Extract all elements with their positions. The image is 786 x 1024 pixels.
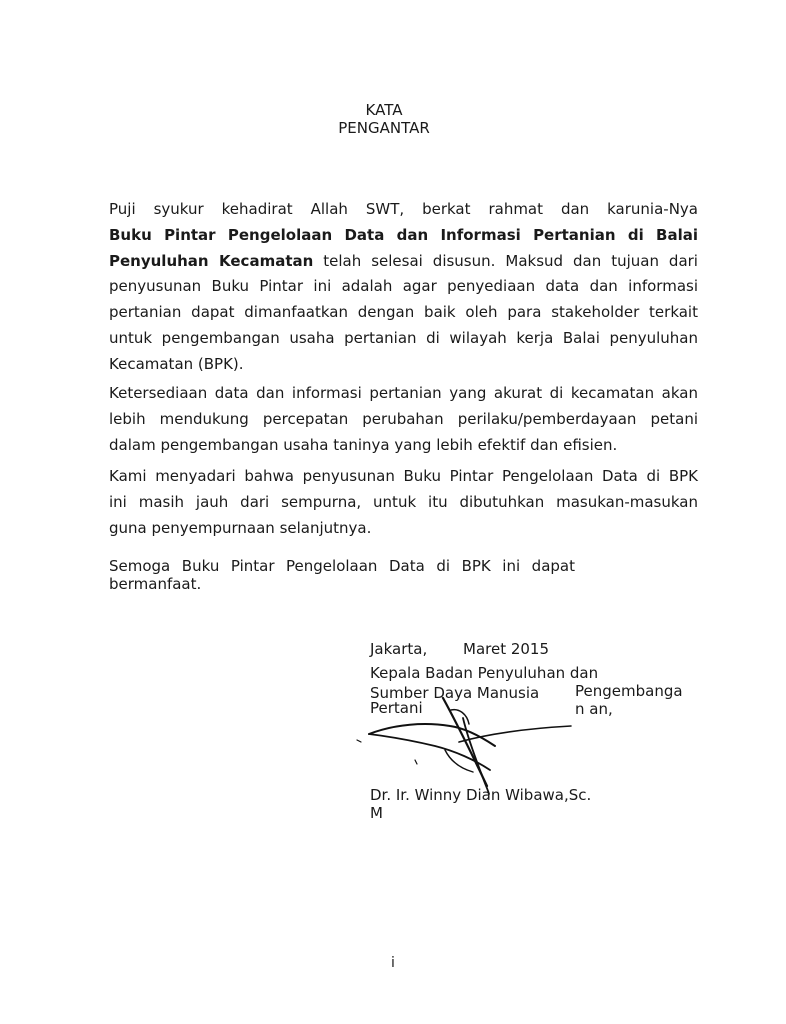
paragraph-acknowledgement: [109, 463, 698, 541]
paragraph-closing: [109, 557, 575, 593]
signatory-role-overflow-line1: Pengembanga: [575, 682, 683, 700]
handwritten-signature: [355, 690, 585, 800]
paragraph-line: Semoga Buku Pintar Pengelolaan Data di BPK ini dapat: [109, 557, 575, 575]
paragraph-line: guna penyempurnaan selanjutnya.: [109, 519, 372, 537]
page-number: i: [391, 955, 395, 971]
paragraph-line: untuk pengembangan usaha pertanian di wilayah kerja Balai penyuluhan: [109, 328, 698, 347]
paragraph-line: bermanfaat.: [109, 575, 202, 593]
document-title-line2: PENGANTAR: [338, 119, 430, 137]
signatory-role-line3: Pertani: [370, 699, 423, 717]
paragraph-line: penyusunan Buku Pintar ini adalah agar penyediaan data dan informasi: [109, 277, 698, 296]
paragraph-line: Ketersediaan data dan informasi pertanian yang akurat di kecamatan akan: [109, 384, 698, 402]
paragraph-line: ini masih jauh dari sempurna, untuk itu dibutuhkan masukan-masukan: [109, 493, 698, 511]
signature-city: Jakarta,: [370, 640, 428, 658]
paragraph-text: telah selesai disusun. Maksud dan tujuan dari: [313, 251, 698, 270]
paragraph-line: dalam pengembangan usaha taninya yang lebih efektif dan efisien.: [109, 436, 618, 454]
paragraph-line: lebih mendukung percepatan perubahan perilaku/pemberdayaan petani: [109, 410, 698, 428]
paragraph-availability: [109, 380, 698, 458]
signature-date: Maret 2015: [463, 640, 550, 658]
paragraph-line: Kecamatan (BPK).: [109, 354, 244, 373]
document-title-line1: KATA: [365, 101, 403, 119]
paragraph-line-bold: Buku Pintar Pengelolaan Data dan Informasi Pertanian di Balai: [109, 225, 698, 244]
signatory-role-overflow-line2: n an,: [575, 700, 613, 718]
signatory-name-cut: M: [370, 804, 383, 822]
signatory-role-overflow: [575, 682, 683, 718]
paragraph-line: [109, 249, 698, 275]
book-title-bold: Penyuluhan Kecamatan: [109, 251, 314, 270]
paragraph-intro: [109, 197, 698, 378]
signatory-role-line2: Sumber Daya Manusia: [370, 684, 540, 702]
paragraph-line: pertanian dapat dimanfaatkan dengan baik oleh para stakeholder terkait: [109, 303, 698, 322]
signatory-role-line1: Kepala Badan Penyuluhan dan: [370, 664, 599, 682]
paragraph-line: Puji syukur kehadirat Allah SWT, berkat rahmat dan karunia-Nya: [109, 200, 698, 218]
signatory-name: Dr. Ir. Winny Dian Wibawa,Sc.: [370, 786, 592, 804]
paragraph-line: Kami menyadari bahwa penyusunan Buku Pintar Pengelolaan Data di BPK: [109, 467, 698, 485]
